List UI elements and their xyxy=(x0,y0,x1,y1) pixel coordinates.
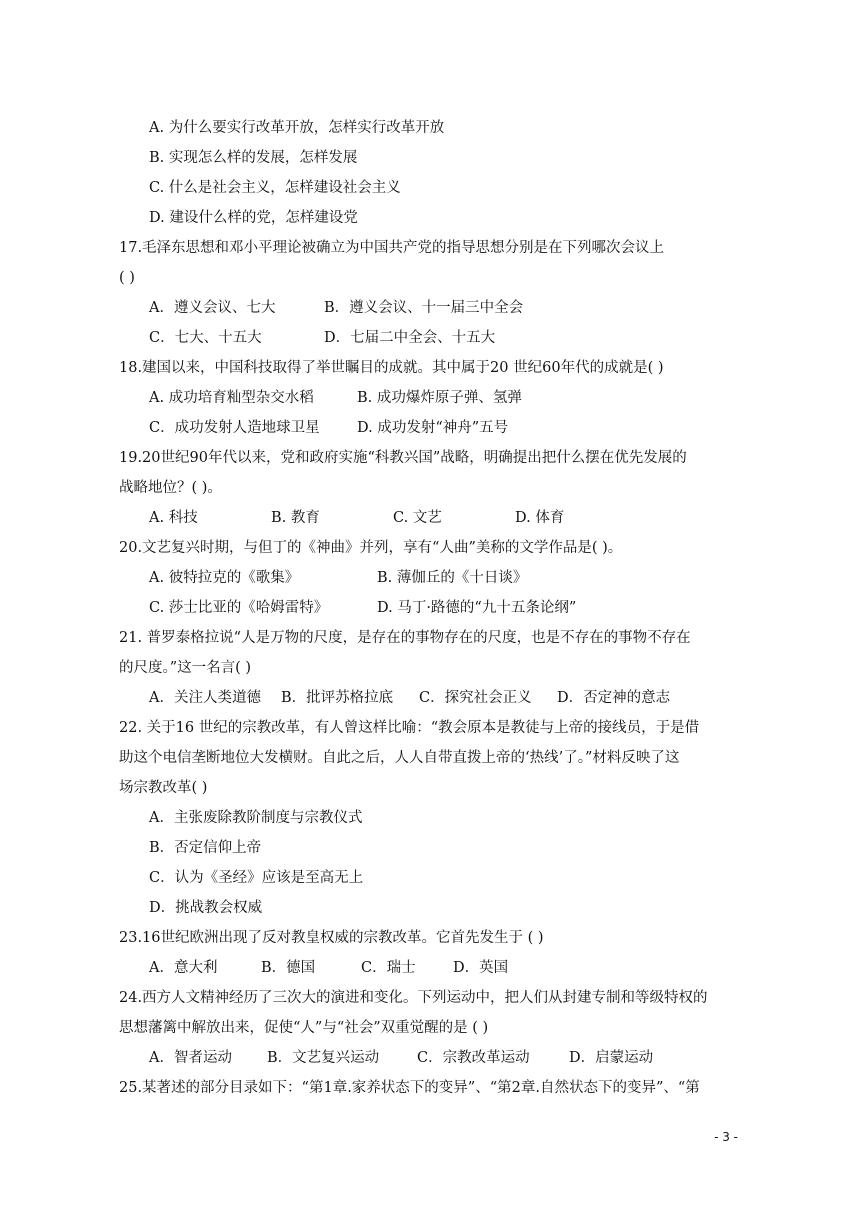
q22-option-c: C．认为《圣经》应该是至高无上 xyxy=(149,870,364,886)
q16-option-a: A. 为什么要实行改革开放，怎样实行改革开放 xyxy=(149,120,445,136)
q21-stem: 21. 普罗泰格拉说“人是万物的尺度，是存在的事物存在的尺度，也是不存在的事物不存在 xyxy=(119,630,691,646)
q23-option-a: A．意大利 xyxy=(149,960,218,976)
q21-option-d: D．否定神的意志 xyxy=(557,690,671,706)
q18-option-d: D. 成功发射“神舟”五号 xyxy=(357,420,509,436)
q19-options xyxy=(119,503,739,533)
q17-option-b: B．遵义会议、十一届三中全会 xyxy=(324,300,524,316)
q23-option-d: D．英国 xyxy=(453,960,509,976)
q19-option-c: C. 文艺 xyxy=(393,510,442,526)
q21-options xyxy=(119,683,739,713)
page-number: - 3 - xyxy=(714,1130,738,1144)
q24-stem-cont: 思想藩篱中解放出来，促使“人”与“社会”双重觉醒的是 ( ) xyxy=(119,1020,489,1036)
q17-options-row2 xyxy=(119,323,739,353)
q24-options xyxy=(119,1043,739,1073)
q23-option-b: B．德国 xyxy=(261,960,316,976)
q20-stem: 20.文艺复兴时期，与但丁的《神曲》并列，享有“人曲”美称的文学作品是( )。 xyxy=(119,540,623,556)
q21-stem-cont: 的尺度。”这一名言( ) xyxy=(119,660,252,676)
q20-options-row2 xyxy=(119,593,739,623)
q16-option-b: B. 实现怎么样的发展，怎样发展 xyxy=(149,150,358,166)
q23-options xyxy=(119,953,739,983)
q17-option-a: A．遵义会议、七大 xyxy=(149,300,276,316)
q16-option-c: C. 什么是社会主义，怎样建设社会主义 xyxy=(149,180,401,196)
q20-options-row1 xyxy=(119,563,739,593)
q21-option-a: A．关注人类道德 xyxy=(149,690,261,706)
q20-option-c: C. 莎士比亚的《哈姆雷特》 xyxy=(149,600,329,616)
q18-options-row1 xyxy=(119,383,739,413)
q17-option-c: C．七大、十五大 xyxy=(149,330,262,346)
q24-option-a: A．智者运动 xyxy=(149,1050,232,1066)
q24-option-c: C．宗教改革运动 xyxy=(417,1050,530,1066)
q19-option-d: D. 体育 xyxy=(515,510,565,526)
q19-stem-cont: 战略地位？( )。 xyxy=(119,480,222,496)
q17-options-row1 xyxy=(119,293,739,323)
q20-option-a: A. 彼特拉克的《歌集》 xyxy=(149,570,300,586)
q19-stem: 19.20世纪90年代以来，党和政府实施“科教兴国”战略，明确提出把什么摆在优先发展的 xyxy=(119,450,687,466)
q18-option-b: B. 成功爆炸原子弹、氢弹 xyxy=(357,390,522,406)
q18-option-c: C．成功发射人造地球卫星 xyxy=(149,420,320,436)
q19-option-a: A. 科技 xyxy=(149,510,198,526)
q18-options-row2 xyxy=(119,413,739,443)
q20-option-b: B. 薄伽丘的《十日谈》 xyxy=(377,570,528,586)
question-list xyxy=(119,113,739,1103)
q21-option-c: C．探究社会正义 xyxy=(419,690,532,706)
q16-option-d: D. 建设什么样的党，怎样建设党 xyxy=(149,210,358,226)
q18-option-a: A. 成功培育籼型杂交水稻 xyxy=(149,390,314,406)
q22-option-d: D．挑战教会权威 xyxy=(149,900,263,916)
q24-stem: 24.西方人文精神经历了三次大的演进和变化。下列运动中，把人们从封建专制和等级特权的 xyxy=(119,990,708,1006)
q18-stem: 18.建国以来，中国科技取得了举世瞩目的成就。其中属于20 世纪60年代的成就是( ) xyxy=(119,360,664,376)
q21-option-b: B．批评苏格拉底 xyxy=(281,690,394,706)
q22-option-a: A．主张废除教阶制度与宗教仪式 xyxy=(149,810,363,826)
q24-option-d: D．启蒙运动 xyxy=(569,1050,654,1066)
q22-stem-cont: 助这个电信垄断地位大发横财。自此之后，人人自带直拨上帝的‘热线’了。”材料反映了这 xyxy=(119,750,680,766)
q24-option-b: B．文艺复兴运动 xyxy=(267,1050,380,1066)
q22-option-b: B．否定信仰上帝 xyxy=(149,840,262,856)
q17-stem-cont: ( ) xyxy=(119,270,135,286)
q17-stem: 17.毛泽东思想和邓小平理论被确立为中国共产党的指导思想分别是在下列哪次会议上 xyxy=(119,240,665,256)
q20-option-d: D. 马丁·路德的“九十五条论纲” xyxy=(377,600,577,616)
q22-stem: 22. 关于16 世纪的宗教改革，有人曾这样比喻：“教会原本是教徒与上帝的接线员，于是借 xyxy=(119,720,700,736)
q17-option-d: D．七届二中全会、十五大 xyxy=(324,330,496,346)
q23-stem: 23.16世纪欧洲出现了反对教皇权威的宗教改革。它首先发生于 ( ) xyxy=(119,930,544,946)
q25-stem: 25.某著述的部分目录如下：“第1章.家养状态下的变异”、“第2章.自然状态下的变异”、“第 xyxy=(119,1080,700,1096)
q19-option-b: B. 教育 xyxy=(271,510,320,526)
q22-stem-end: 场宗教改革( ) xyxy=(119,780,208,796)
q23-option-c: C．瑞士 xyxy=(361,960,416,976)
